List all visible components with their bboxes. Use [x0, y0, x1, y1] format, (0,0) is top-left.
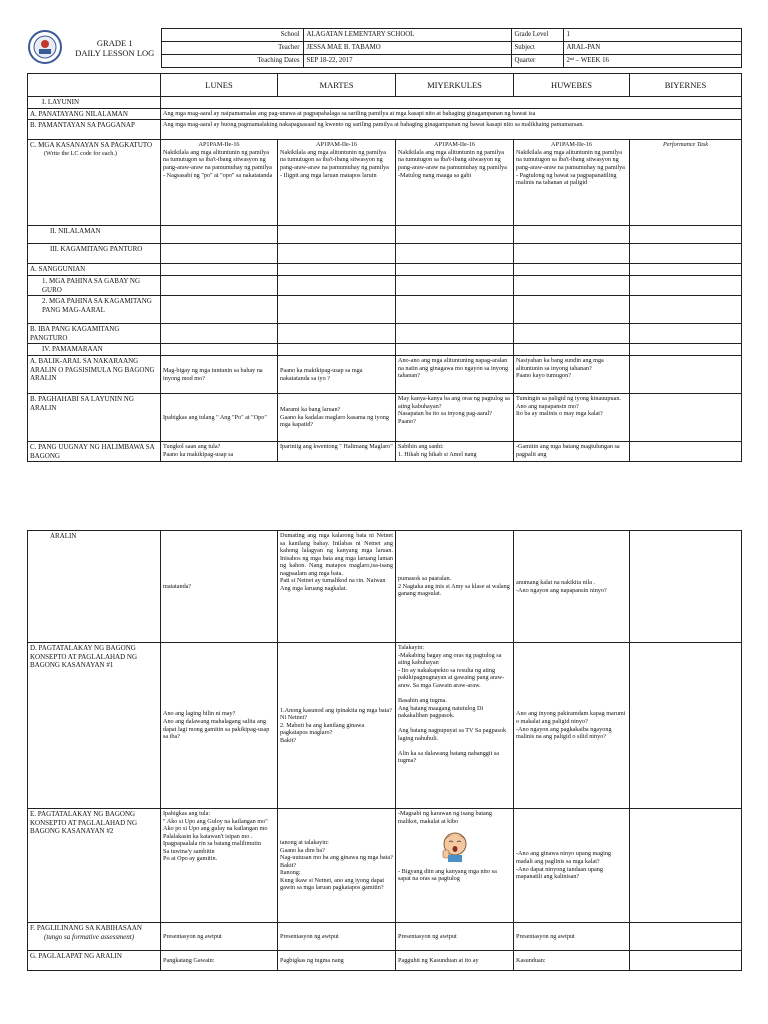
day-header-row: [28, 74, 742, 97]
cell-paghahabi-miyerkules: May kanya-kanya ba ang oras ng pagtulog sa ating kabuhayan? Nasapatan ba ito sa inyong pag-aaral? Paano?: [396, 394, 514, 442]
cell-paglalapat-lunes: Pangkatang Gawain:: [161, 951, 278, 971]
day-header-huwebes: HUWEBES: [514, 74, 630, 97]
empty-cell: [630, 442, 742, 462]
teaching-dates-label: Teaching Dates: [161, 55, 303, 68]
teaching-dates-value: SEP 18-22, 2017: [303, 55, 511, 68]
empty-cell: [278, 226, 396, 244]
cell-pagtatalakay-2-lunes: Ipabigkas ang tula: " Ako si Upo ang Guloy na kailangan mo" Ako po si Upo ang gulay na kailangan mo Palalakasin ka katawan't isipan mo . Ipagpapaalala rin sa batang malilimutin Sa tuwina'y sambitin Po at Opo ay gamitin.: [161, 809, 278, 923]
performance-task-cell: Performance Task: [630, 140, 742, 226]
cell-pagtatalakay-1-martes: 1.Anong kasunod ang ipinakita ng mga bata? Ni Netnet? 2. Mabuti ba ang kanilang ginawa pagkatapos maglaro? Bakit?: [278, 643, 396, 809]
page-two: [27, 530, 741, 971]
competencies-label: C. MGA KASANAYAN SA PAGKATUTO: [30, 141, 153, 150]
empty-cell: [396, 276, 514, 296]
cell-c-martes: [278, 140, 396, 226]
empty-cell: [630, 324, 742, 344]
cell-pagtatalakay-1-huwebes: Ano ang inyong pakiramdam kapag marumi o makalat ang paligid ninyo? -Ano ngayon ang pagkakaiba ngayong malinis na ang paligid o silid ninyo?: [514, 643, 630, 809]
row-label-pang-uugnay: C. PANG UUGNAY NG HALIMBAWA SA BAGONG: [28, 442, 161, 462]
empty-cell: [396, 226, 514, 244]
header-table: [27, 28, 742, 68]
grade-level-value: 1: [563, 29, 741, 42]
empty-cell: [630, 296, 742, 324]
cell-paglalapat-huwebes: Kasunduan:: [514, 951, 630, 971]
empty-cell: [396, 344, 514, 356]
row-label-iba-pang-kagamitan: B. IBA PANG KAGAMITANG PANGTURO: [28, 324, 161, 344]
row-label-sanggunian: A. SANGGUNIAN: [28, 264, 161, 276]
quarter-value: 2ⁿᵈ – WEEK 16: [563, 55, 741, 68]
cell-c-lunes: [161, 140, 278, 226]
lesson-table-page-one: [27, 73, 742, 462]
empty-cell: [396, 296, 514, 324]
grade-level-label: Grade Level: [511, 29, 563, 42]
cell-aralin-lunes: matatanda?: [161, 531, 278, 643]
cell-aralin-miyerkules: pumasok sa paaralan. 2 Nagtaka ang inis si Amy sa klase at walang ganang magsulat.: [396, 531, 514, 643]
empty-cell: [514, 264, 630, 276]
section-layunin: I. LAYUNIN: [28, 97, 161, 109]
lc-code: AP1PAM-IIe-16: [315, 141, 358, 149]
lc-code: AP1PAM-IIe-16: [198, 141, 240, 149]
empty-cell: [396, 264, 514, 276]
empty-cell: [630, 344, 742, 356]
cell-paglilinang-martes: Presentasyon ng awtput: [278, 923, 396, 951]
day-header-miyerkules: MIYERKULES: [396, 74, 514, 97]
row-label-b: B. PAMANTAYAN SA PAGGANAP: [28, 120, 161, 140]
empty-cell: [630, 394, 742, 442]
empty-cell: [630, 531, 742, 643]
cell-paghahabi-lunes: Ipabigkas ang tulang " Ang "Po" at "Opo": [161, 394, 278, 442]
lc-code-note: (Write the LC code for each.): [44, 149, 117, 157]
grade-title: GRADE 1: [96, 37, 133, 48]
empty-cell: [630, 276, 742, 296]
subject-label: Subject: [511, 42, 563, 55]
cell-paglalapat-miyerkules: Pagguhit ng Kasunduan at ito ay: [396, 951, 514, 971]
row-label-paghahabi: B. PAGHAHABI SA LAYUNIN NG ARALIN: [28, 394, 161, 442]
cell-pagtatalakay-1-miyerkules: Talakayin: -Makabing bagay ang oras ng pagtulog sa ating kabuhayan - Ito ay nakakapekto sa resulta ng ating pakikipagnugnayan at gawaing pang araw-araw. Sa mga Gawain araw-araw. Basahin ang tugma. Ang batang maagang natutulog Di nakakaliban pagpasok. Ang batang nagpupuyat sa TV Sa pagpasok laging nahuhuli. Alin ka sa dalawang batang nabanggit sa tugma?: [396, 643, 514, 809]
school-label: School: [161, 29, 303, 42]
performance-standard-text: Ang mga mag-aaral ay buong pagmamalaking nakapagsasaad ng kwento ng sariling pamilya at bahaging ginagampanan ng bawat kasapi nito sa malikhaing pamamaraan.: [161, 120, 742, 140]
subject-value: ARAL-PAN: [563, 42, 741, 55]
title-block: [69, 29, 161, 68]
cell-balik-aral-miyerkules: Ano-ano ang mga alituntuning napag-aralan na natin ang ginagawa mo ngayon sa inyong tahanan?: [396, 356, 514, 394]
competency-text: Nakikilala ang mga alituntunin ng pamilya na tumutugon sa iba't-ibang sitwasyon ng pang-araw-araw na pamumuhay ng pamilya - Nagsasabi ng "po" at "opo" sa nakatatanda: [163, 148, 273, 179]
competency-text: Nakikilala ang mga alituntunin ng pamilya na tumutugon sa iba't-ibang sitwasyon ng pang-araw-araw na pamumuhay ng pamilya - Iligpit ang mga laruan matapos laruin: [280, 148, 389, 179]
empty-cell: [396, 244, 514, 264]
cell-pagtatalakay-1-lunes: Ano ang laging bilin ni may? Ano ang dalawang mahalagang salita ang dapat lagi mong gamitin sa pakikipag-usap sa iba?: [161, 643, 278, 809]
empty-cell: [278, 296, 396, 324]
empty-cell: [514, 276, 630, 296]
row-label-kagamitang-mag-aaral: 2. MGA PAHINA SA KAGAMITANG PANG MAG-AARAL: [28, 296, 161, 324]
empty-cell: [161, 244, 278, 264]
empty-cell: [278, 244, 396, 264]
cell-paglilinang-miyerkules: Presentasyon ng awtput: [396, 923, 514, 951]
teacher-value: JESSA MAE B. TABAMO: [303, 42, 511, 55]
deped-seal-logo: [27, 29, 69, 68]
section-kagamitan: III. KAGAMITANG PANTURO: [28, 244, 161, 264]
cell-c-huwebes: [514, 140, 630, 226]
section-pamamaraan: IV. PAMAMARAAN: [28, 344, 161, 356]
cell-pang-uugnay-huwebes: -Gamitin ang mga batang magtulungan sa pagpalit ang: [514, 442, 630, 462]
day-header-biyernes: BIYERNES: [630, 74, 742, 97]
row-label-paglilinang: [28, 923, 161, 951]
cell-pagtatalakay-2-huwebes: -Ano ang ginawa ninyo upang maging madali ang paglinis sa mga kalat? -Ano dapat ninyong tandaan upang mapanatili ang kalinisan?: [514, 809, 630, 923]
day-header-lunes: LUNES: [161, 74, 278, 97]
empty-cell: [514, 324, 630, 344]
empty-cell: [161, 226, 278, 244]
empty-cell: [630, 809, 742, 923]
lc-code: AP1PAM-IIe-16: [433, 141, 476, 149]
formative-note: (tungo sa formative assessment): [44, 932, 135, 941]
empty-cell: [630, 226, 742, 244]
cell-balik-aral-huwebes: Nasiyahan ka bang sundin ang mga alituntunin sa inyong tahanan? Paano kayo tumugon?: [514, 356, 630, 394]
empty-cell: [630, 923, 742, 951]
school-value: ALAGATAN LEMENTARY SCHOOL: [303, 29, 511, 42]
cell-c-miyerkules: [396, 140, 514, 226]
empty-cell: [630, 951, 742, 971]
empty-cell: [161, 264, 278, 276]
empty-cell: [396, 324, 514, 344]
empty-cell: [514, 296, 630, 324]
lesson-table-page-two: [27, 530, 742, 971]
day-header-martes: MARTES: [278, 74, 396, 97]
empty-cell: [278, 276, 396, 296]
empty-cell: [630, 356, 742, 394]
cell-pang-uugnay-martes: Ipariniig ang kwentong " Halimang Maglaro": [278, 442, 396, 462]
empty-cell: [161, 276, 278, 296]
empty-cell: [278, 344, 396, 356]
cell-paglalapat-martes: Pagbigkas ng tugma nang: [278, 951, 396, 971]
cell-paglilinang-huwebes: Presentasyon ng awtput: [514, 923, 630, 951]
quarter-label: Quarter: [511, 55, 563, 68]
empty-cell: [161, 97, 742, 109]
cell-balik-aral-martes: Paano ka makikipag-usap sa mga nakatatanda sa iyo ?: [278, 356, 396, 394]
empty-cell: [630, 643, 742, 809]
row-label-c: [28, 140, 161, 226]
empty-cell: [278, 324, 396, 344]
empty-cell: [161, 324, 278, 344]
empty-cell: [161, 296, 278, 324]
row-label-gabay-guro: 1. MGA PAHINA SA GABAY NG GURO: [28, 276, 161, 296]
cell-pagtatalakay-2-miyerkules: [396, 809, 514, 923]
lc-code: AP1PAM-IIe-16: [550, 141, 593, 149]
cell-pang-uugnay-miyerkules: Sabihin ang sanhi: 1. Hikab ng hikab si Amel nang: [396, 442, 514, 462]
page-one: [27, 28, 741, 462]
cell-paglilinang-lunes: Presentasyon ng awtput: [161, 923, 278, 951]
row-label-aralin: ARALIN: [28, 531, 161, 643]
section-nilalaman: II. NILALAMAN: [28, 226, 161, 244]
corner-cell: [28, 74, 161, 97]
row-label-balik-aral: A. BALIK-ARAL SA NAKARAANG ARALIN O PAGSISIMULA NG BAGONG ARALIN: [28, 356, 161, 394]
empty-cell: [514, 226, 630, 244]
teacher-label: Teacher: [161, 42, 303, 55]
empty-cell: [278, 264, 396, 276]
content-standard-text: Ang mga mag-aaral ay naipamamalas ang pag-unawa at pagpapahalaga sa sariling pamilya at mga kasapi nito at bahaging ginagampanan ng bawat isa: [161, 108, 742, 120]
cell-paghahabi-martes: Marami ka bang laruan? Gaano ka kadalas maglaro kasama ng iyong mga kapatid?: [278, 394, 396, 442]
row-label-pagtatalakay-1: D. PAGTATALAKAY NG BAGONG KONSEPTO AT PAGLALAHAD NG BAGONG KASANAYAN #1: [28, 643, 161, 809]
empty-cell: [514, 244, 630, 264]
competency-text: Nakikilala ang mga alituntunin ng pamilya na tumutugon sa iba't-ibang sitwasyon ng pang-araw-araw na pamumuhay ng pamilya - Pagtulong ng bawat sa pagpapanatiling malinis na tahanan at paligid: [516, 148, 625, 187]
paglilinang-label: F. PAGLILINANG SA KABIHASAAN: [30, 924, 142, 932]
cell-pagtatalakay-2-martes: tanong at talakayin: Gaano ka dim ba? Nag-uutusan mo ba ang ginawa ng mga bata? Bakit? Itanong: Kung ikaw si Netnet, ano ang iyong dapat gawin sa mga laruan pagkatapos gamitin?: [278, 809, 396, 923]
cell-paghahabi-huwebes: Tumingin sa paligid ng iyong kinauupuan. Ano ang napapansin mo? Ito ba ay malinis o may mga kalat?: [514, 394, 630, 442]
empty-cell: [630, 264, 742, 276]
empty-cell: [514, 344, 630, 356]
cell-aralin-huwebes: anumang kalat na nakikita nila . -Ano ngayon ang napapansin ninyo?: [514, 531, 630, 643]
yawning-child-illustration: [398, 825, 511, 868]
cell-balik-aral-lunes: Mag-bigay ng mga tuntunin sa bahay na inyong mod mo?: [161, 356, 278, 394]
dll-title: DAILY LESSON LOG: [75, 48, 155, 59]
discussion-text: -Magsabi ng karawan ng isang batang malikot, makalat at kibo: [398, 810, 492, 825]
row-label-paglalapat: G. PAGLALAPAT NG ARALIN: [28, 951, 161, 971]
competency-text: Nakikilala ang mga alituntunin ng pamilya na tumutugon sa iba't-ibang sitwasyon ng pang-araw-araw na pamumuhay ng pamilya -Matulog nang maaga sa gabi: [398, 148, 507, 179]
row-label-a: A. PANATAYANG NILALAMAN: [28, 108, 161, 120]
empty-cell: [161, 344, 278, 356]
cell-aralin-martes: Dumating ang mga kalarong bata ni Netnet sa kanilang bahay. Inilabas ni Netnet ang kahong lalagyan ng kanyang mga laruan. Inisahos ng mga bata ang mga laruang laman ng kahon. Nang matapos maglaro,isa-isang nagpaalam ang mga bata. Pati si Netnet ay tumalikod na rin. Naiwan Ang mga laruang nagkalat.: [278, 531, 396, 643]
empty-cell: [630, 244, 742, 264]
discussion-text: - Bigyang diin ang kanyang mga nito sa sapat na oras sa pagtulog: [398, 867, 497, 883]
cell-pang-uugnay-lunes: Tungkol saan ang tula? Paano ka makikipag-usap sa: [161, 442, 278, 462]
row-label-pagtatalakay-2: E. PAGTATALAKAY NG BAGONG KONSEPTO AT PAGLALAHAD NG BAGONG KASANAYAN #2: [28, 809, 161, 923]
